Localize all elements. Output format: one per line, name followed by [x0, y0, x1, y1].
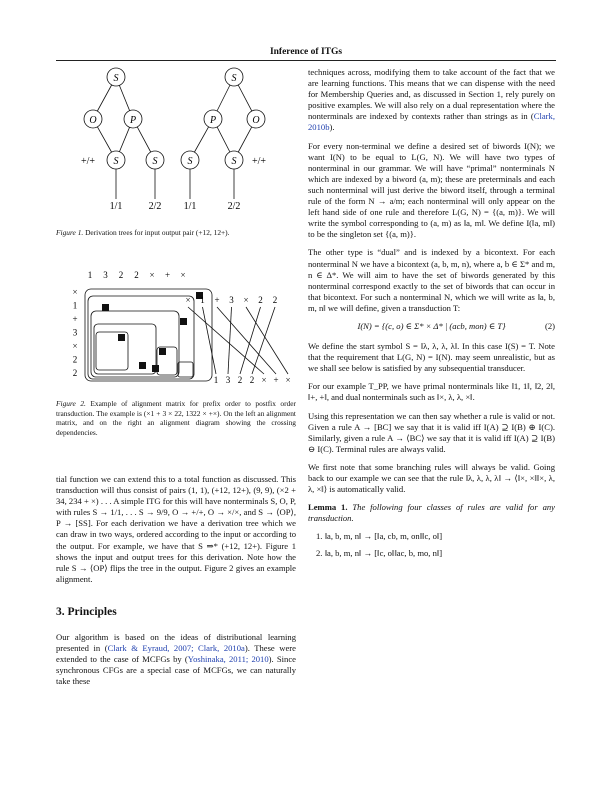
- list-item: 2. ‖a, b, m, n‖ → [‖c, o‖‖ac, b, mo, n‖]: [316, 548, 443, 559]
- running-header: Inference of ITGs: [269, 47, 343, 57]
- figure1-caption: Figure 1. Derivation trees for input output pair (+12, 12+).: [56, 228, 230, 237]
- svg-text:O: O: [252, 115, 260, 126]
- svg-text:1/1: 1/1: [109, 201, 123, 212]
- lemma-1: Lemma 1. The following four classes of rules are valid for any transduction.: [308, 502, 555, 524]
- matrix-column-label: ×: [180, 270, 186, 280]
- svg-text:S: S: [231, 73, 237, 84]
- svg-text:O: O: [89, 115, 97, 126]
- alignment-link: [240, 307, 261, 374]
- matrix-row-label: 2: [72, 354, 78, 365]
- matrix-row-label: +: [72, 314, 78, 324]
- svg-text:S: S: [187, 156, 193, 167]
- figure2-alignment: [56, 262, 296, 392]
- svg-text:S: S: [231, 156, 237, 167]
- right-paragraph-6: Using this representation we can then say whether a rule is valid or not. Given a rule A → [BC] we say that it is valid iff I(A) ⊇ I(B) ⊕ I(C). Similarly, given a rule A → ⟨BC⟩ we say that it is valid iff I(A) ⊇ I(B) ⊖ I(C). Terminal rules are always valid.: [308, 410, 555, 454]
- left-column-principles: [56, 632, 296, 694]
- matrix-column-label: 2: [118, 270, 124, 280]
- svg-text:2/2: 2/2: [227, 201, 241, 212]
- matrix-row-label: ×: [72, 341, 78, 351]
- right-paragraph-2: For every non-terminal we define a desired set of biwords I(N); we want I(N) to be equal to L(G, N). We will have two types of nonterminal in our grammar. We will have “primal” nonterminals N which are indexed by a biword (a, m); these are preterminals and each such nonterminal will just derive the biword itself, through a terminal rule of the form N → a/m; each nonterminal will only appear on the left hand side of one rule and therefore L(G, N) = {(a, m)}. We will write the symbol corresponding to (a, m) as ‖a, m‖. We define I(‖a, m‖) to be the singleton set {(a, m)}.: [308, 140, 555, 240]
- right-paragraph-5: For our example T_PP, we have primal nonterminals like ‖1, 1‖, ‖2, 2‖, ‖+, +‖, and dual nonterminals such as ‖×, λ, λ, ×‖.: [308, 381, 555, 403]
- alignment-source-label: 2: [272, 295, 278, 305]
- svg-text:+/+: +/+: [251, 156, 267, 167]
- section-heading: 3. Principles: [56, 606, 117, 618]
- right-paragraph-7: We first note that some branching rules will always be valid. Going back to our example we can see that the rule ‖λ, λ, λ, λ‖ → ⟨‖×, ×‖‖×, λ, λ, ×‖⟩ is automatically valid.: [308, 461, 555, 495]
- matrix-row-label: 1: [72, 300, 78, 311]
- equation-number: (2): [544, 320, 555, 331]
- figure1-trees: [56, 62, 296, 222]
- list-item: 1. ‖a, b, m, n‖ → [‖a, cb, m, on‖‖c, o‖]: [316, 531, 443, 542]
- alignment-link: [252, 307, 275, 374]
- citation-link[interactable]: Yoshinaka, 2011; 2010: [187, 654, 269, 665]
- svg-text:P: P: [209, 115, 217, 126]
- svg-text:S: S: [113, 73, 119, 84]
- svg-text:S: S: [113, 156, 119, 167]
- alignment-target-label: ×: [285, 375, 291, 385]
- matrix-row-label: ×: [72, 287, 78, 297]
- alignment-target-label: +: [273, 375, 279, 385]
- alignment-link: [228, 307, 232, 374]
- matrix-column-label: 2: [134, 270, 139, 280]
- svg-text:S: S: [152, 156, 158, 167]
- left-paragraph-2: Our algorithm is based on the ideas of distributional learning presented in (Clark & Eyraud, 2007; Clark, 2010a). These were extended to the case of MCFGs by (Yoshinaka, 2011; 2010). Since synchronous CFGs are a special case of MCFGs, we can naturally take these: [56, 632, 296, 687]
- alignment-source-label: +: [214, 295, 220, 305]
- svg-text:1/1: 1/1: [183, 201, 197, 212]
- alignment-source-label: ×: [185, 295, 191, 305]
- left-column-body: [56, 474, 296, 592]
- alignment-source-label: 1: [200, 295, 205, 305]
- matrix-column-label: ×: [149, 270, 155, 280]
- right-column-body: [308, 67, 555, 566]
- alignment-source-label: ×: [243, 295, 249, 305]
- alignment-source-label: 2: [258, 295, 263, 305]
- alignment-target-label: 2: [237, 375, 243, 385]
- alignment-target-label: ×: [261, 375, 267, 385]
- right-paragraph-1: techniques across, modifying them to take account of the fact that we are learning functions. This means that we can dispense with the need for Membership Queries and, as discussed in Section 1, rely purely on positive examples. We will also rely on a dual representation where the nonterminals are indexed by contexts rather than strings as in (Clark, 2010b).: [308, 67, 555, 133]
- alignment-target-label: 1: [213, 375, 219, 385]
- citation-link[interactable]: Clark & Eyraud, 2007; Clark, 2010a: [107, 643, 245, 654]
- alignment-target-label: 3: [225, 375, 231, 385]
- citation-link[interactable]: Clark, 2010b: [308, 111, 555, 133]
- alignment-source-label: 3: [229, 295, 234, 305]
- lemma-rule-list: [308, 531, 555, 559]
- matrix-row-label: 2: [72, 368, 78, 378]
- svg-text:P: P: [129, 115, 137, 126]
- matrix-column-label: 3: [103, 270, 108, 280]
- alignment-target-label: 2: [249, 375, 255, 385]
- matrix-column-label: 1: [87, 270, 93, 280]
- svg-text:+/+: +/+: [80, 156, 96, 167]
- header-rule: [56, 60, 556, 61]
- left-paragraph-1: tial function we can extend this to a total function as discussed. This transduction will thus consist of pairs (1, 1), (+12, 12+), (9, 9), (×2 + 34, 234 + ×) . . . A simple ITG for this will have nonterminals S, O, P, with rules S → 1/1, . . . S → 9/9, O → +/+, O → ×/×, and S → ⟨OP⟩, P → [SS]. For each derivation we have a derivation tree which we can draw in two ways, ordered according to the input or according to the output. For example, we have that S ⇒* (+12, 12+). Figure 1 shows the input and output trees for this derivation. Note how the rule S → ⟨OP⟩ flips the tree in the output. Figure 2 gives an example alignment.: [56, 474, 296, 584]
- equation-2: I(N) = {(c, o) ∈ Σ* × Δ* | (acb, mon) ∈ T} (2): [357, 320, 555, 331]
- alignment-link: [203, 307, 217, 374]
- matrix-row-label: 3: [72, 327, 78, 338]
- svg-text:2/2: 2/2: [148, 201, 162, 212]
- right-paragraph-4: We define the start symbol S = ‖λ, λ, λ, λ‖. In this case I(S) = T. Note that the requirement that L(G, N) = I(N). may seem unrealistic, but as we shall see below is satisfied by any subsequential transducer.: [308, 341, 555, 374]
- figure2-caption: Figure 2. Example of alignment matrix for prefix order to postfix order transduction. The example is (×1 + 3 × 22, 1322 × +×). On the left an alignment matrix, and on the right an alignment diagram showing the crossing dependencies.: [56, 399, 297, 437]
- matrix-column-label: +: [164, 270, 171, 280]
- right-paragraph-3: The other type is “dual” and is indexed by a bicontext. For each nonterminal N we have a bicontext (a, b, m, n), where a, b ∈ Σ* and m, n ∈ Δ*. We will aim to have the set of biwords generated by this nonterminal correspond exactly to the set of biwords that can occur in that bicontext. For such a nonterminal N, which we will write as ‖a, b, m, n‖ we will define, given a transduction T:: [308, 247, 555, 313]
